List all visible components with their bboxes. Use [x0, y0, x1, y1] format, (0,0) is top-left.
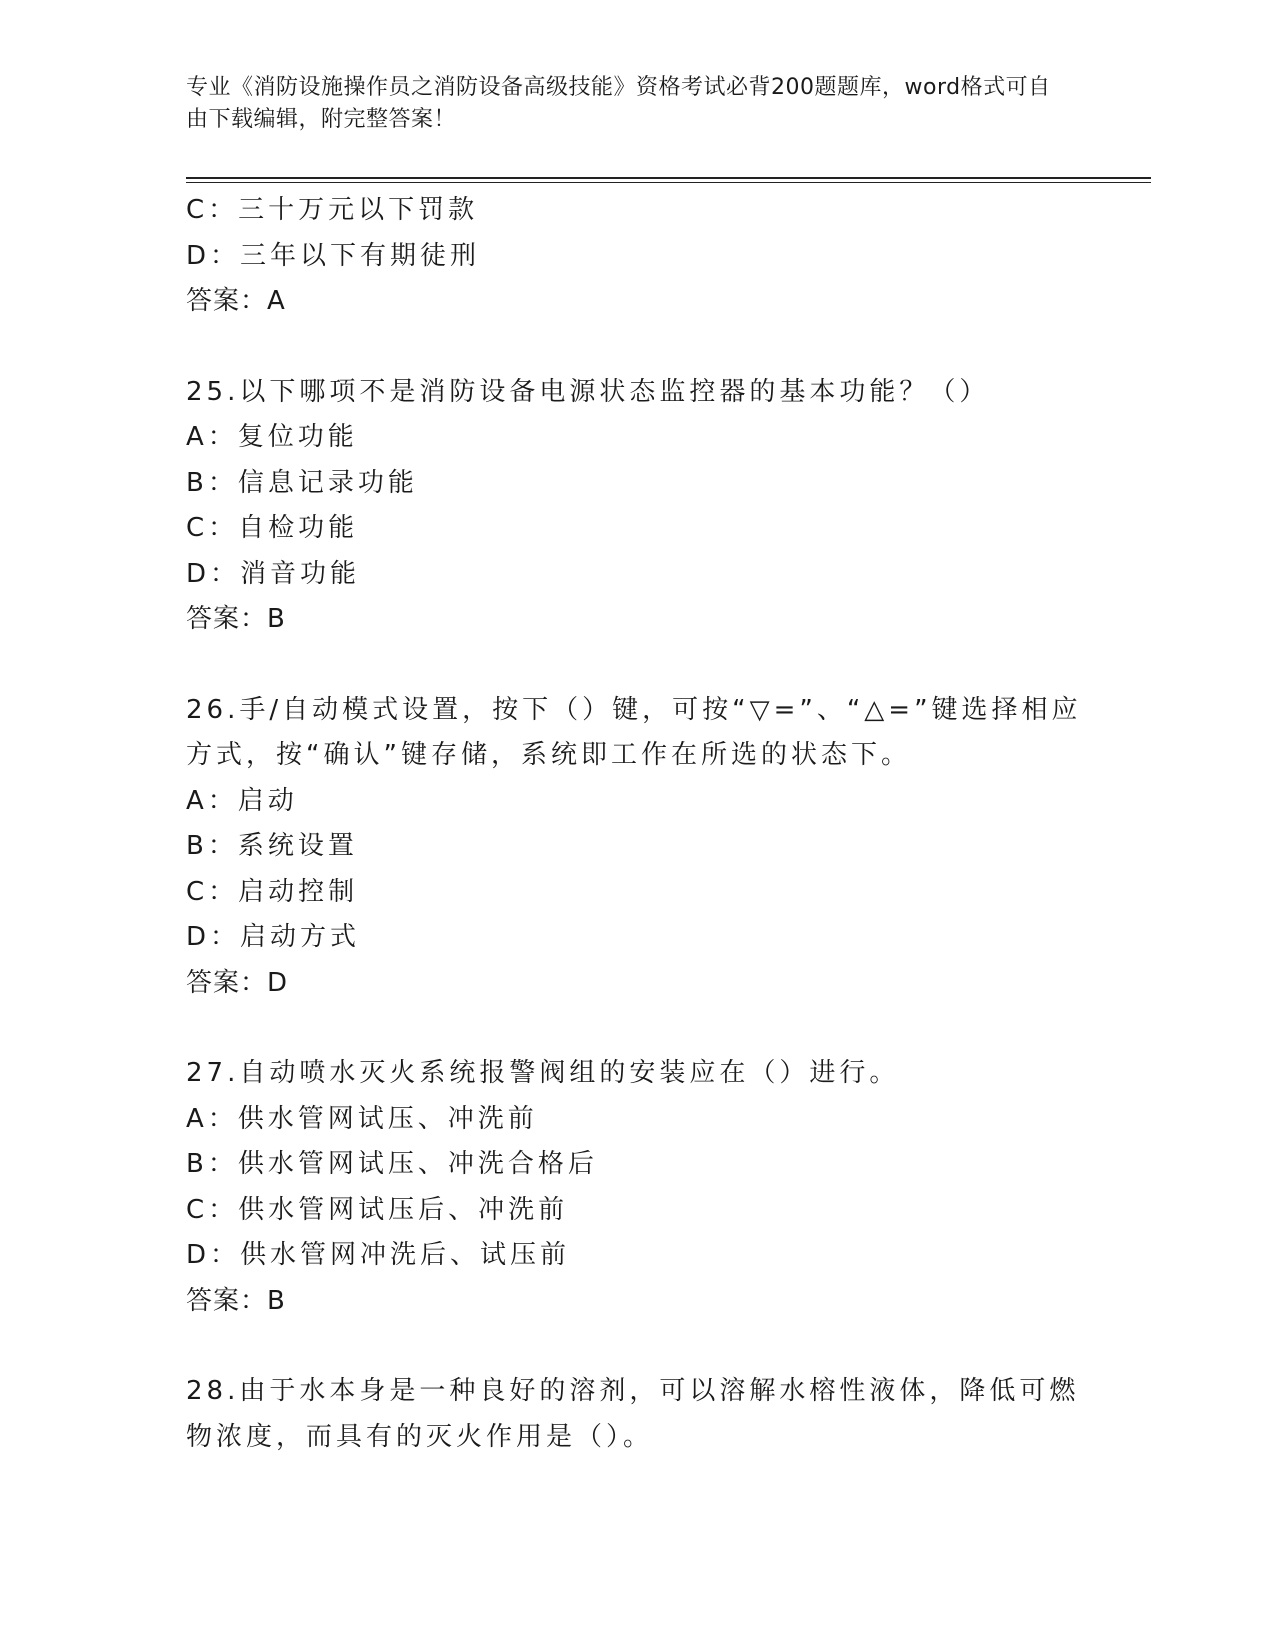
option-b: B：供水管网试压、冲洗合格后 — [186, 1149, 598, 1179]
option-c: C：三十万元以下罚款 — [186, 195, 479, 225]
answer-line: 答案：A — [186, 286, 286, 316]
option-c: C：供水管网试压后、冲洗前 — [186, 1194, 569, 1225]
header-rule-thick — [186, 177, 1151, 179]
question-26 — [186, 688, 1106, 1007]
option-b: B：系统设置 — [186, 831, 358, 861]
question-content — [186, 188, 1106, 1460]
question-28 — [186, 1369, 1106, 1460]
question-gap — [186, 1324, 1106, 1369]
option-c: C：自检功能 — [186, 513, 359, 543]
option-c: C：启动控制 — [186, 876, 359, 907]
question-text: 26.手/自动模式设置，按下（）键，可按“▽=”、“△=”键选择相应方式，按“确认”键存储，系统即工作在所选的状态下。 — [186, 694, 1082, 770]
question-gap — [186, 325, 1106, 370]
question-text: 25.以下哪项不是消防设备电源状态监控器的基本功能？（） — [186, 376, 990, 407]
question-25 — [186, 370, 1106, 643]
option-a: A：启动 — [186, 785, 298, 816]
question-gap — [186, 1006, 1106, 1051]
option-d: D：启动方式 — [186, 922, 361, 952]
option-a: A：复位功能 — [186, 422, 358, 452]
option-b: B：信息记录功能 — [186, 467, 418, 498]
option-d: D：供水管网冲洗后、试压前 — [186, 1240, 571, 1270]
question-text: 28.由于水本身是一种良好的溶剂，可以溶解水榕性液体，降低可燃物浓度，而具有的灭火作用是（）。 — [186, 1376, 1080, 1452]
answer-line: 答案：B — [186, 1285, 286, 1316]
option-a: A：供水管网试压、冲洗前 — [186, 1103, 538, 1134]
header-rule-thin — [186, 182, 1151, 183]
option-d: D：三年以下有期徒刑 — [186, 240, 481, 271]
option-d: D：消音功能 — [186, 558, 361, 589]
answer-line: 答案：D — [186, 967, 289, 998]
question-27 — [186, 1051, 1106, 1324]
prev-question — [186, 188, 1106, 325]
question-gap — [186, 643, 1106, 688]
question-text: 27.自动喷水灭火系统报警阀组的安装应在（）进行。 — [186, 1058, 900, 1088]
document-header: 专业《消防设施操作员之消防设备高级技能》资格考试必背200题题库，word格式可自由下载编辑，附完整答案！ — [186, 75, 1051, 132]
answer-line: 答案：B — [186, 604, 286, 634]
